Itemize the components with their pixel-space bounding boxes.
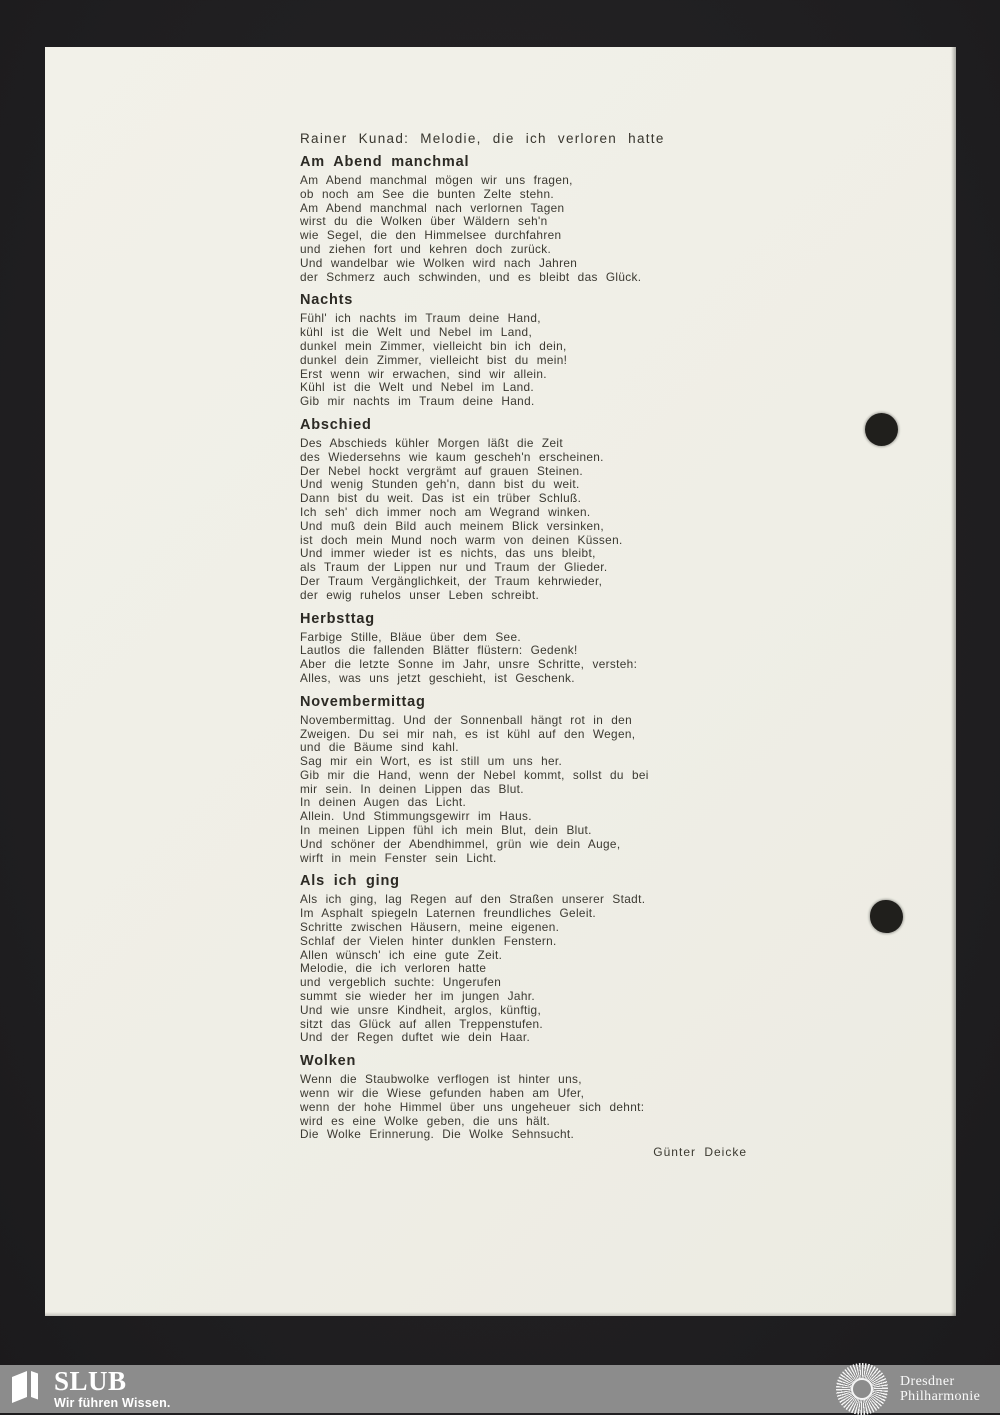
poem-line: Am Abend manchmal mögen wir uns fragen, (300, 173, 573, 187)
footer-branding-bar (0, 1365, 1000, 1413)
poem-line: Und schöner der Abendhimmel, grün wie dein Auge, (300, 836, 621, 851)
poem-line: wenn wir die Wiese gefunden haben am Ufer, (300, 1086, 585, 1101)
poem-line: Und immer wieder ist es nichts, das uns bleibt, (300, 546, 596, 561)
poem-line: der ewig ruhelos unser Leben schreibt. (300, 587, 540, 602)
philharmonie-label-line1: Dresdner (900, 1373, 955, 1389)
poem-title: Am Abend manchmal (300, 154, 470, 170)
poem-line: mir sein. In deinen Lippen das Blut. (300, 781, 524, 796)
poem-line: Wenn die Staubwolke verflogen ist hinter uns, (300, 1072, 582, 1087)
poem-line: dunkel dein Zimmer, vielleicht bist du mein! (300, 352, 568, 367)
poem-line: Und wandelbar wie Wolken wird nach Jahren (300, 255, 578, 270)
poem-title: Abschied (300, 416, 372, 433)
poem-title: Nachts (300, 292, 354, 309)
poem-line: ist doch mein Mund noch warm von deinen Küssen. (300, 532, 623, 547)
slub-text-column (54, 1367, 171, 1410)
poem-line: der Schmerz auch schwinden, und es bleibt das Glück. (300, 269, 642, 284)
poem-section (300, 154, 780, 284)
page-title: Rainer Kunad: Melodie, die ich verloren hatte (300, 131, 665, 146)
poem-line: ob noch am See die bunten Zelte stehn. (300, 186, 555, 201)
slub-tagline: Wir führen Wissen. (54, 1396, 171, 1410)
poem-line: Novembermittag. Und der Sonnenball hängt rot in den (300, 712, 632, 727)
poem-line: wird es eine Wolke geben, die uns hält. (300, 1113, 551, 1128)
poem-line: Ich seh' dich immer noch am Wegrand winken. (300, 504, 591, 519)
poem-title: Als ich ging (300, 873, 400, 890)
poem-section (300, 873, 780, 1045)
poem-line: In meinen Lippen fühl ich mein Blut, dein Blut. (300, 823, 592, 838)
poem-title: Wolken (300, 1053, 357, 1070)
poem-line: Im Asphalt spiegeln Laternen freundliches Geleit. (300, 906, 597, 921)
slub-wordmark: SLUB (54, 1366, 127, 1396)
poems (300, 154, 780, 1142)
poem-section (300, 694, 780, 866)
poem-line: Melodie, die ich verloren hatte (300, 961, 487, 976)
poem-title: Herbsttag (300, 610, 375, 627)
poem-line: wenn der hohe Himmel über uns ungeheuer sich dehnt: (300, 1099, 645, 1114)
slub-logo (10, 1367, 171, 1410)
poem-line: Alles, was uns jetzt geschieht, ist Geschenk. (300, 670, 575, 685)
poem-line: sitzt das Glück auf allen Treppenstufen. (300, 1016, 544, 1031)
poem-line: Der Nebel hockt vergrämt auf grauen Steinen. (300, 463, 584, 478)
poem-line: summt sie wieder her im jungen Jahr. (300, 989, 535, 1004)
poem-section (300, 611, 780, 686)
poem-line: Und muß dein Bild auch meinem Blick versinken, (300, 518, 604, 533)
poem-section (300, 417, 780, 603)
poem-line: Allen wünsch' ich eine gute Zeit. (300, 947, 503, 962)
poem-line: Fühl' ich nachts im Traum deine Hand, (300, 311, 541, 326)
poem-line: In deinen Augen das Licht. (300, 795, 467, 810)
author-attribution: Günter Deicke (653, 1145, 747, 1160)
poem-line: Gib mir die Hand, wenn der Nebel kommt, sollst du bei (300, 767, 649, 782)
poem-line: Und wie unsre Kindheit, arglos, künftig, (300, 1002, 542, 1017)
poem-line: und die Bäume sind kahl. (300, 740, 459, 755)
poem-line: Lautlos die fallenden Blätter flüstern: Gedenk! (300, 643, 578, 658)
printed-text-block (300, 131, 780, 1159)
poem-line: als Traum der Lippen nur und Traum der Glieder. (300, 560, 608, 575)
poem-line: wie Segel, die den Himmelsee durchfahren (300, 228, 562, 243)
poem-title: Novembermittag (300, 693, 426, 710)
open-book-icon (10, 1370, 44, 1409)
poem-line: und vergeblich suchte: Ungerufen (300, 975, 502, 990)
poem-line: Sag mir ein Wort, es ist still um uns her. (300, 754, 563, 769)
poem-line: Allein. Und Stimmungsgewirr im Haus. (300, 809, 532, 824)
poem-line: dunkel mein Zimmer, vielleicht bin ich dein, (300, 338, 567, 353)
poem-line: kühl ist die Welt und Nebel im Land, (300, 325, 533, 340)
punch-hole-bottom (870, 900, 903, 933)
punch-hole-top (865, 413, 898, 446)
poem-line: Des Abschieds kühler Morgen läßt die Zeit (300, 435, 563, 450)
poem-line: Farbige Stille, Bläue über dem See. (300, 629, 521, 644)
poem-line: Kühl ist die Welt und Nebel im Land. (300, 380, 535, 395)
poem-line: Aber die letzte Sonne im Jahr, unsre Schritte, versteh: (300, 657, 638, 672)
poem-line: Dann bist du weit. Das ist ein trüber Schluß. (300, 491, 582, 506)
poem-line: Schlaf der Vielen hinter dunklen Fenstern. (300, 933, 557, 948)
poem-line: Erst wenn wir erwachen, sind wir allein. (300, 366, 547, 381)
poem-line: Und der Regen duftet wie dein Haar. (300, 1030, 531, 1045)
dresdner-philharmonie-logo (836, 1365, 980, 1413)
poem-line: wirst du die Wolken über Wäldern seh'n (300, 214, 548, 229)
poem-line: Am Abend manchmal nach verlornen Tagen (300, 200, 565, 215)
poem-line: Gib mir nachts im Traum deine Hand. (300, 394, 535, 409)
poem-line: Als ich ging, lag Regen auf den Straßen unserer Stadt. (300, 892, 646, 907)
poem-line: Der Traum Vergänglichkeit, der Traum kehrwieder, (300, 573, 603, 588)
poem-line: Und wenig Stunden geh'n, dann bist du weit. (300, 477, 580, 492)
dresdner-philharmonie-label (900, 1374, 980, 1405)
poem-line: Die Wolke Erinnerung. Die Wolke Sehnsucht. (300, 1127, 575, 1142)
poem-section (300, 292, 780, 409)
philharmonie-label-line2: Philharmonie (900, 1389, 981, 1404)
poem-line: Schritte zwischen Häusern, meine eigenen. (300, 920, 560, 935)
scanned-page (45, 47, 956, 1316)
poem-line: des Wiedersehns wie kaum gescheh'n erscheinen. (300, 449, 604, 464)
poem-line: wirft in mein Fenster sein Licht. (300, 850, 497, 865)
poem-section (300, 1053, 780, 1142)
starburst-icon (836, 1363, 888, 1415)
poem-line: und ziehen fort und kehren doch zurück. (300, 241, 552, 256)
poem-line: Zweigen. Du sei mir nah, es ist kühl auf den Wegen, (300, 726, 636, 741)
